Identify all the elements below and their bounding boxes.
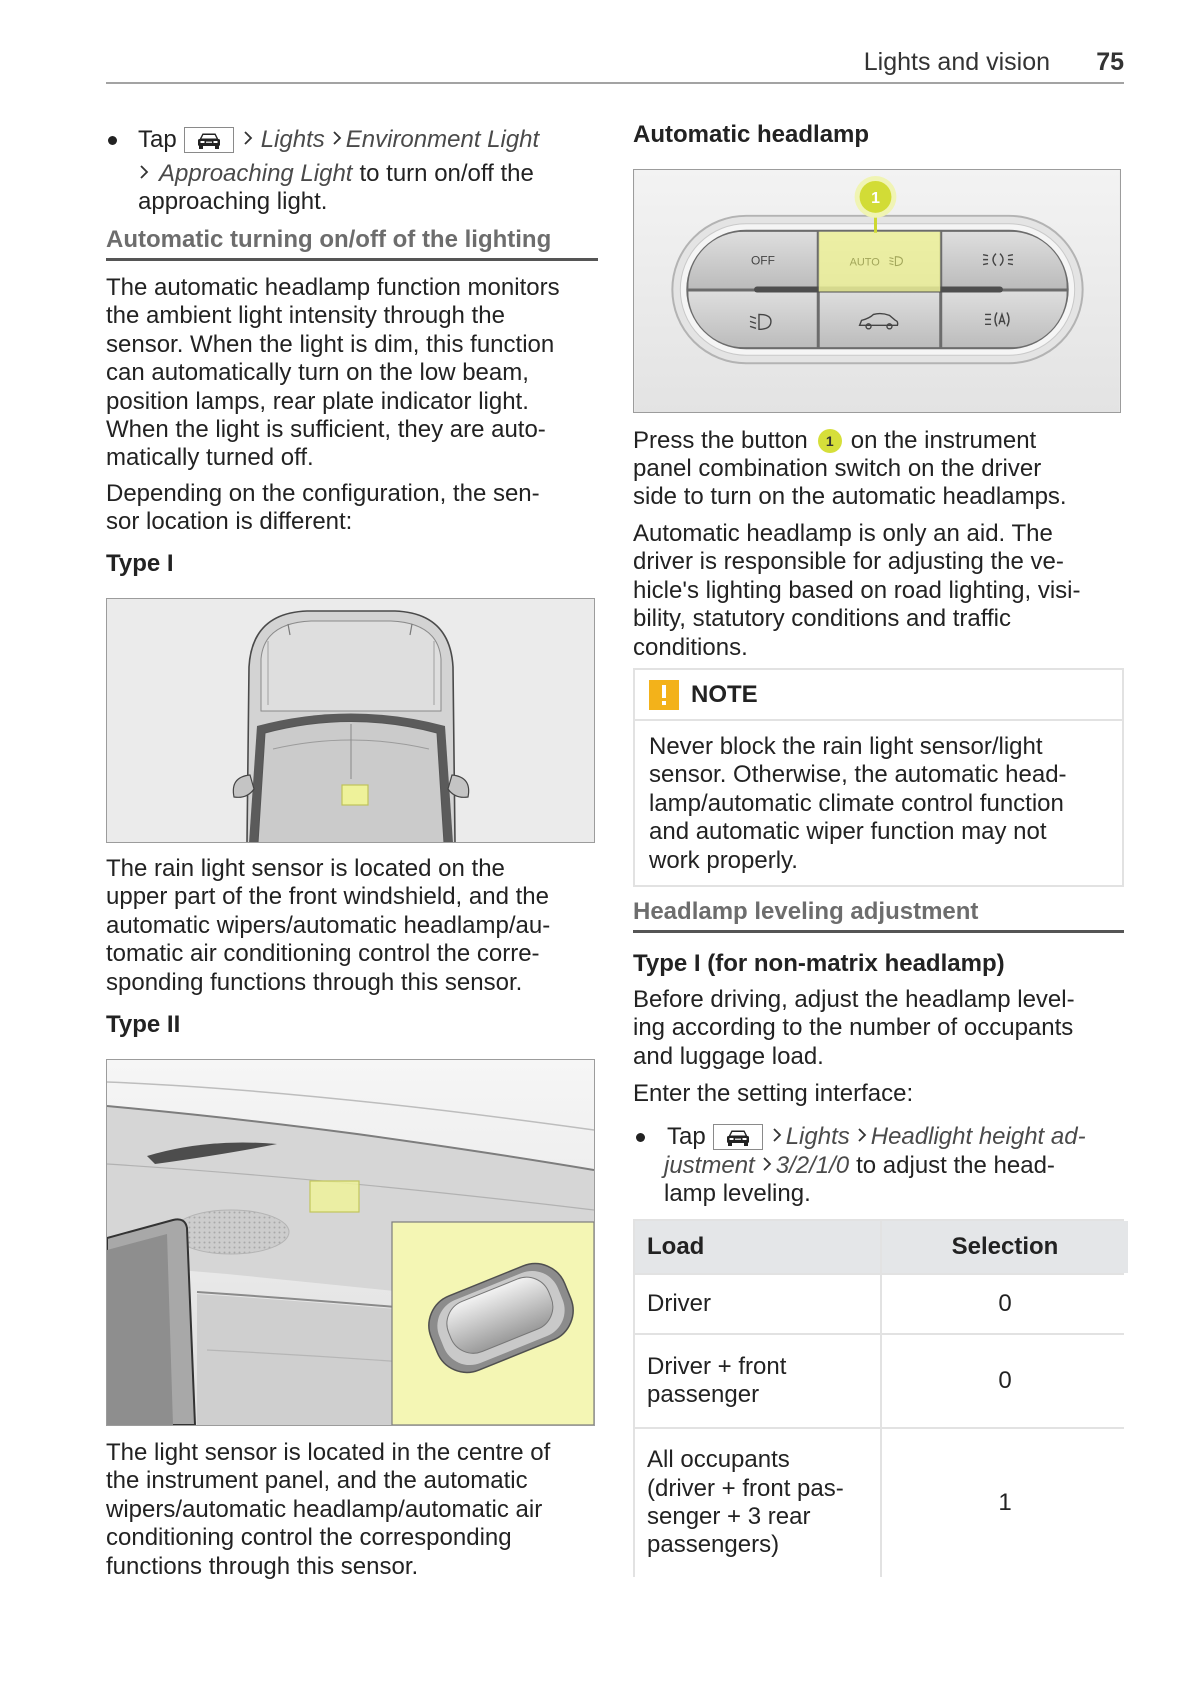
paragraph-headlamp-function: The automatic headlamp function monitors the ambient light intensity through the sensor. When the light is dim, this function can automatically turn on the low beam, position lamps, rear plate indicator light. When the light is sufficient, they are auto- matically turned off.: [106, 274, 560, 472]
left-bullet-line-3: [138, 187, 327, 217]
figure-dashboard-sensor: [106, 1059, 595, 1426]
sensor-highlight: [342, 785, 368, 805]
paragraph-light-sensor: The light sensor is located in the centre of the instrument panel, and the automatic wipers/automatic headlamp/automatic air conditioning control the corresponding functions through this sensor.: [106, 1439, 551, 1580]
vehicle-settings-icon[interactable]: [184, 127, 234, 153]
bullet-dot-icon: [636, 1133, 645, 1142]
right-bullet-line-2: [664, 1151, 1055, 1181]
vehicle-settings-icon[interactable]: [713, 1124, 763, 1150]
paragraph-before-driving: Before driving, adjust the headlamp level- ing according to the number of occupants and luggage load.: [633, 986, 1075, 1070]
type-2-label: Type II: [106, 1011, 181, 1038]
tap-label: Tap: [138, 126, 177, 153]
tap-label: Tap: [667, 1123, 706, 1150]
exterior-light-button[interactable]: [820, 291, 940, 347]
paragraph-sensor-location: Depending on the configuration, the sen- sor location is different:: [106, 480, 540, 536]
header-rule: [106, 82, 1124, 84]
menu-path-headlight-height[interactable]: Headlight height ad-: [870, 1123, 1086, 1150]
left-bullet-line-2: [132, 159, 534, 189]
paragraph-headlamp-aid: Automatic headlamp is only an aid. The driver is responsible for adjusting the ve- hicle's lighting based on road lighting, visi- bility, statutory conditions and traffic conditions.: [633, 520, 1081, 661]
table-cell-load: Driver: [635, 1275, 880, 1333]
note-body: Never block the rain light sensor/light sensor. Otherwise, the automatic head- lamp/automatic climate control function and automatic wiper function may not work properly.: [649, 733, 1067, 874]
menu-path-approaching-light[interactable]: Approaching Light: [159, 160, 353, 187]
right-bullet-line-3: [664, 1179, 811, 1209]
center-display: [107, 1219, 195, 1425]
paragraph-rain-light-sensor: The rain light sensor is located on the upper part of the front windshield, and the automatic wipers/automatic headlamp/au- tomatic air conditioning control the corre- sponding functions through this sensor.: [106, 855, 551, 996]
press-text-after: on the instrument: [850, 426, 1037, 454]
chevron-right-icon: [771, 1123, 783, 1151]
table-cell-selection: 0: [882, 1335, 1128, 1427]
table-cell-selection: 0: [882, 1275, 1128, 1333]
chevron-right-icon: [856, 1123, 868, 1151]
enter-setting-text: Enter the setting interface:: [633, 1080, 914, 1107]
table-cell-load: All occupants (driver + front pas- senger + 3 rear passengers): [635, 1429, 880, 1577]
bullet-dot-icon: [108, 136, 117, 145]
heading-underline: [633, 930, 1124, 933]
bullet-action-text: to turn on/off the: [359, 160, 534, 187]
sensor-detail-inset: [392, 1222, 594, 1425]
running-header: [106, 46, 1124, 78]
menu-path-lights[interactable]: Lights: [260, 126, 325, 153]
type-1-label: Type I: [106, 550, 174, 577]
press-text-before: Press the button: [633, 426, 808, 454]
bullet-action-text: to adjust the head-: [856, 1152, 1055, 1179]
press-button-line: [633, 426, 1036, 455]
car-top-view: [247, 611, 455, 842]
table-header-selection: Selection: [882, 1221, 1128, 1273]
table-header-load: Load: [635, 1221, 880, 1273]
note-header: [635, 670, 1122, 721]
automatic-headlamp-title: Automatic headlamp: [633, 121, 870, 148]
figure-windshield-sensor: [106, 598, 595, 843]
sensor-highlight: [310, 1181, 359, 1212]
heading-underline: [106, 258, 598, 261]
bullet-action-text: lamp leveling.: [664, 1180, 811, 1207]
bullet-action-text: approaching light.: [138, 188, 328, 215]
chevron-right-icon: [761, 1152, 773, 1180]
section-title: Lights and vision: [863, 48, 1050, 76]
section-heading-automatic-lighting: Automatic turning on/off of the lighting: [106, 226, 552, 253]
warning-icon: [649, 680, 679, 710]
left-bullet-line-1: [106, 125, 539, 155]
paragraph-press-button: panel combination switch on the driver side to turn on the automatic headlamps.: [633, 455, 1067, 511]
right-bullet-line-1: [633, 1122, 1086, 1152]
menu-path-lights[interactable]: Lights: [785, 1123, 850, 1150]
menu-path-level-values[interactable]: 3/2/1/0: [775, 1152, 850, 1179]
menu-path-environment-light[interactable]: Environment Light: [345, 126, 540, 153]
type-1-matrix-label: Type I (for non-matrix headlamp): [633, 950, 1005, 977]
table-cell-load: Driver + front passenger: [635, 1335, 880, 1427]
callout-number: 1: [871, 189, 880, 207]
section-heading-headlamp-leveling: Headlamp leveling adjustment: [633, 898, 979, 925]
chevron-right-icon: [138, 160, 150, 188]
speaker-grille: [173, 1210, 289, 1254]
table-cell-selection: 1: [882, 1429, 1128, 1577]
off-label: OFF: [751, 253, 775, 268]
menu-path-headlight-height-cont[interactable]: justment: [664, 1152, 755, 1179]
page-number: 75: [1096, 48, 1124, 76]
load-selection-table: [633, 1219, 1124, 1577]
note-box: [633, 668, 1124, 887]
chevron-right-icon: [242, 126, 254, 154]
note-title: NOTE: [691, 680, 758, 708]
auto-label: AUTO: [849, 256, 880, 269]
callout-number-inline: 1: [818, 429, 842, 453]
figure-light-switch: [633, 169, 1121, 413]
chevron-right-icon: [331, 126, 343, 154]
